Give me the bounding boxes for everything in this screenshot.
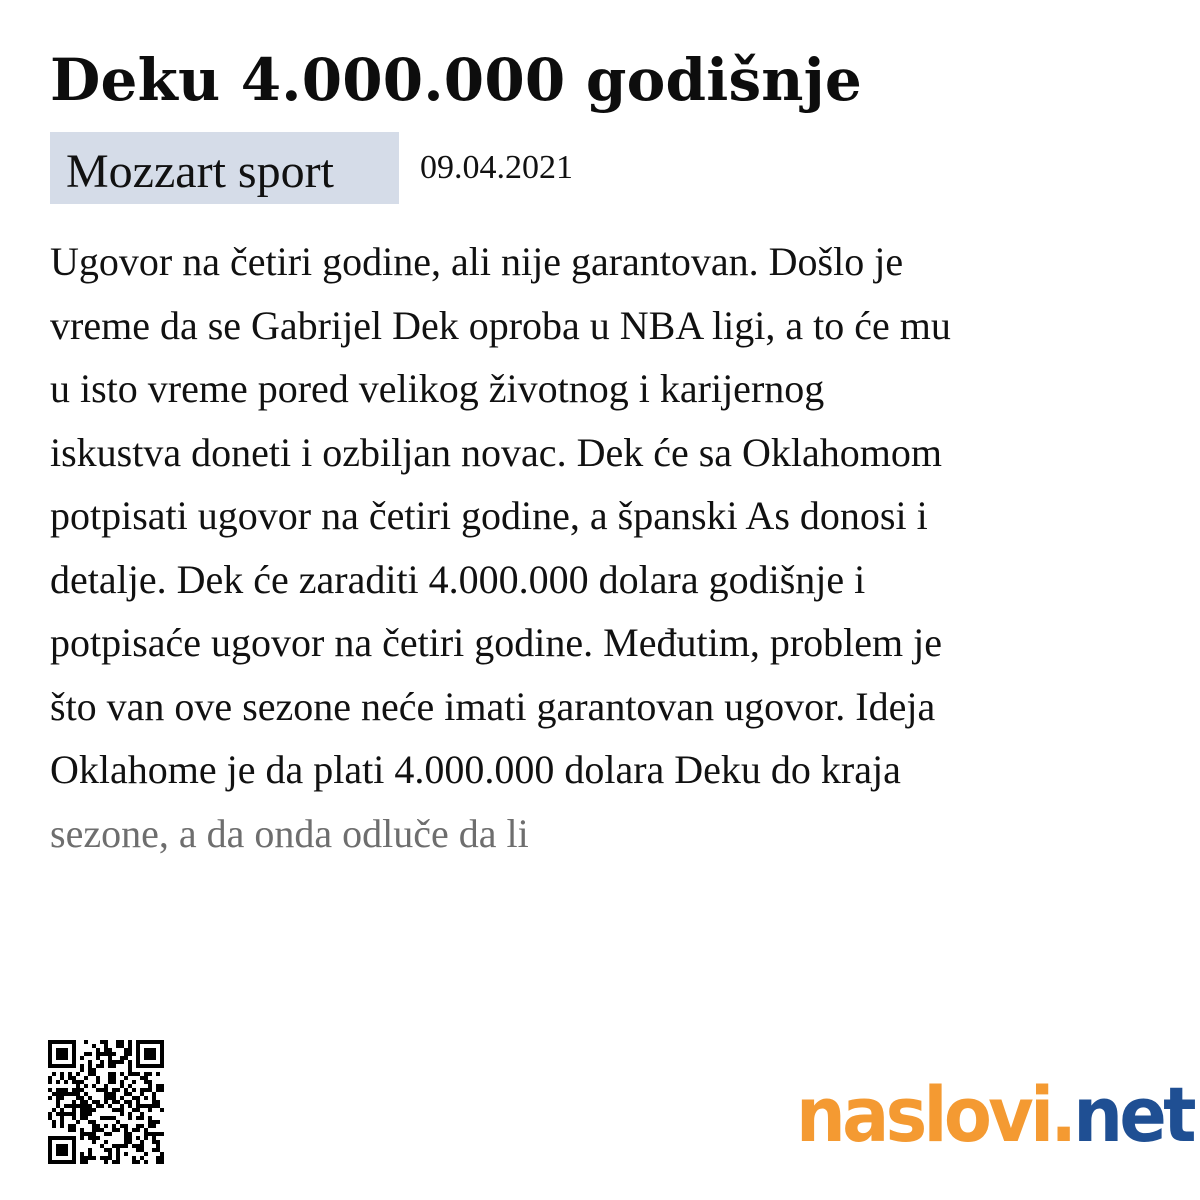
source-badge[interactable]: Mozzart sport [50, 132, 399, 204]
logo-part-primary: naslovi [796, 1070, 1051, 1159]
naslovi-logo[interactable] [796, 1060, 1193, 1170]
article-line: potpisati ugovor na četiri godine, a španski As donosi i [50, 493, 928, 538]
article-line: iskustva doneti i ozbiljan novac. Dek će sa Oklahomom [50, 429, 943, 475]
qr-code-icon[interactable] [48, 1040, 164, 1164]
logo-part-secondary: net [1073, 1070, 1193, 1159]
publication-date: 09.04.2021 [420, 149, 573, 186]
article-line: detalje. Dek će zaraditi 4.000.000 dolara godišnje i [50, 556, 866, 602]
article-line: Ugovor na četiri godine, ali nije garantovan. Došlo je [50, 239, 904, 284]
logo-dot: . [1050, 1070, 1074, 1159]
article-body [50, 230, 1160, 860]
article-title: Deku 4.000.000 godišnje [50, 46, 862, 114]
article-line: što van ove sezone neće imati garantovan ugovor. Ideja [50, 683, 936, 729]
article-line: Oklahome je da plati 4.000.000 dolara Deku do kraja [50, 747, 901, 792]
article-line-faded: sezone, a da onda odluče da li [50, 810, 529, 856]
article-line: u isto vreme pored velikog životnog i karijernog [50, 366, 825, 411]
article-line: vreme da se Gabrijel Dek oproba u NBA ligi, a to će mu [50, 302, 951, 348]
article-line: potpisaće ugovor na četiri godine. Međutim, problem je [50, 620, 942, 665]
